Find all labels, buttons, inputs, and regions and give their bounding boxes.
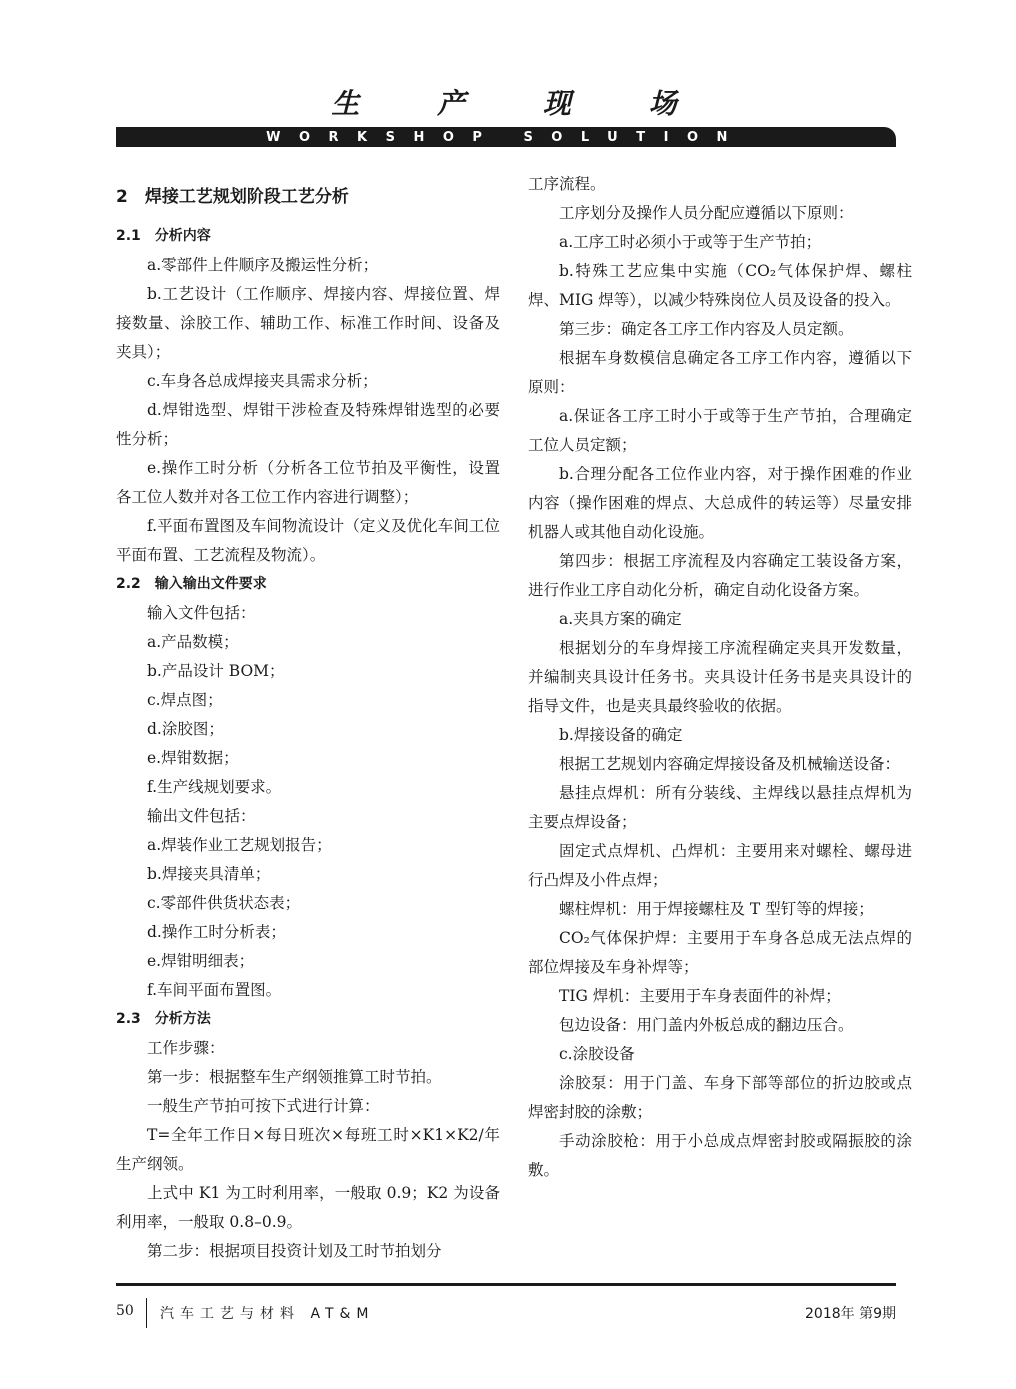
paragraph: 第二步：根据项目投资计划及工时节拍划分 bbox=[147, 1242, 442, 1260]
section-heading: 2 焊接工艺规划阶段工艺分析 bbox=[116, 187, 349, 207]
paragraph: c.车身各总成焊接夹具需求分析； bbox=[147, 372, 378, 390]
paragraph: b.焊接设备的确定 bbox=[559, 726, 683, 744]
paragraph: a.保证各工序工时小于或等于生产节拍，合理确定工位人员定额； bbox=[528, 407, 912, 454]
issue-label: 2018年 第9期 bbox=[805, 1306, 896, 1322]
paragraph: f.车间平面布置图。 bbox=[147, 981, 282, 999]
page-number: 50 bbox=[116, 1303, 134, 1319]
paragraph: c.焊点图； bbox=[147, 691, 223, 709]
paragraph: a.夹具方案的确定 bbox=[559, 610, 682, 628]
paragraph: c.零部件供货状态表； bbox=[147, 894, 301, 912]
left-column bbox=[116, 170, 500, 1266]
paragraph: 根据工艺规划内容确定焊接设备及机械输送设备： bbox=[559, 755, 901, 773]
subsection-heading: 2.3 分析方法 bbox=[116, 1011, 211, 1027]
paragraph: a.工序工时必须小于或等于生产节拍； bbox=[559, 233, 822, 251]
paragraph: 涂胶泵：用于门盖、车身下部等部位的折边胶或点焊密封胶的涂敷； bbox=[528, 1074, 912, 1121]
paragraph: d.涂胶图； bbox=[147, 720, 224, 738]
paragraph: d.操作工时分析表； bbox=[147, 923, 286, 941]
header-title: 生 产 现 场 bbox=[331, 87, 711, 120]
footer-rule bbox=[116, 1283, 896, 1286]
paragraph: 悬挂点焊机：所有分装线、主焊线以悬挂点焊机为主要点焊设备； bbox=[528, 784, 912, 831]
paragraph: 输入文件包括： bbox=[147, 604, 256, 622]
paragraph: 第一步：根据整车生产纲领推算工时节拍。 bbox=[147, 1068, 442, 1086]
paragraph: b.工艺设计（工作顺序、焊接内容、焊接位置、焊接数量、涂胶工作、辅助工作、标准工作时间、设备及夹具）； bbox=[116, 285, 500, 361]
paragraph: 根据车身数模信息确定各工序工作内容，遵循以下原则： bbox=[528, 349, 912, 396]
paragraph: 工序流程。 bbox=[528, 175, 606, 193]
paragraph: e.焊钳数据； bbox=[147, 749, 239, 767]
paragraph: f.生产线规划要求。 bbox=[147, 778, 282, 796]
paragraph: b.特殊工艺应集中实施（CO₂气体保护焊、螺柱焊、MIG 焊等），以减少特殊岗位人员及设备的投入。 bbox=[528, 262, 912, 309]
paragraph: e.焊钳明细表； bbox=[147, 952, 255, 970]
paragraph: b.合理分配各工位作业内容，对于操作困难的作业内容（操作困难的焊点、大总成件的转运等）尽量安排机器人或其他自动化设施。 bbox=[528, 465, 912, 541]
paragraph: 上式中 K1 为工时利用率，一般取 0.9；K2 为设备利用率，一般取 0.8–0.9。 bbox=[116, 1184, 500, 1231]
right-column bbox=[528, 170, 912, 1185]
paragraph: c.涂胶设备 bbox=[559, 1045, 635, 1063]
footer-divider bbox=[146, 1298, 147, 1328]
paragraph: 螺柱焊机：用于焊接螺柱及 T 型钉等的焊接； bbox=[559, 900, 874, 918]
paragraph: 包边设备：用门盖内外板总成的翻边压合。 bbox=[559, 1016, 854, 1034]
paragraph: a.产品数模； bbox=[147, 633, 239, 651]
paragraph: CO₂气体保护焊：主要用于车身各总成无法点焊的部位焊接及车身补焊等； bbox=[528, 929, 912, 976]
subsection-heading: 2.2 输入输出文件要求 bbox=[116, 576, 267, 592]
magazine-name: 汽车工艺与材料 AT&M bbox=[160, 1306, 375, 1322]
paragraph: 一般生产节拍可按下式进行计算： bbox=[147, 1097, 380, 1115]
paragraph: TIG 焊机：主要用于车身表面件的补焊； bbox=[559, 987, 841, 1005]
paragraph: a.焊装作业工艺规划报告； bbox=[147, 836, 332, 854]
paragraph: 输出文件包括： bbox=[147, 807, 256, 825]
paragraph: 第四步：根据工序流程及内容确定工装设备方案，进行作业工序自动化分析，确定自动化设备方案。 bbox=[528, 552, 912, 599]
paragraph: a.零部件上件顺序及搬运性分析； bbox=[147, 256, 379, 274]
subsection-heading: 2.1 分析内容 bbox=[116, 228, 211, 244]
paragraph: 第三步：确定各工序工作内容及人员定额。 bbox=[559, 320, 854, 338]
paragraph: f.平面布置图及车间物流设计（定义及优化车间工位平面布置、工艺流程及物流）。 bbox=[116, 517, 500, 564]
paragraph: 手动涂胶枪：用于小总成点焊密封胶或隔振胶的涂敷。 bbox=[528, 1132, 912, 1179]
paragraph: T=全年工作日×每日班次×每班工时×K1×K2/年生产纲领。 bbox=[116, 1126, 500, 1173]
paragraph: e.操作工时分析（分析各工位节拍及平衡性，设置各工位人数并对各工位工作内容进行调整）； bbox=[116, 459, 500, 506]
header-subtitle: WORKSHOP SOLUTION bbox=[266, 130, 746, 145]
paragraph: b.焊接夹具清单； bbox=[147, 865, 271, 883]
paragraph: 根据划分的车身焊接工序流程确定夹具开发数量，并编制夹具设计任务书。夹具设计任务书是夹具设计的指导文件，也是夹具最终验收的依据。 bbox=[528, 639, 912, 715]
paragraph: 固定式点焊机、凸焊机：主要用来对螺栓、螺母进行凸焊及小件点焊； bbox=[528, 842, 912, 889]
paragraph: d.焊钳选型、焊钳干涉检查及特殊焊钳选型的必要性分析； bbox=[116, 401, 500, 448]
paragraph: 工作步骤： bbox=[147, 1039, 225, 1057]
paragraph: b.产品设计 BOM； bbox=[147, 662, 285, 680]
paragraph: 工序划分及操作人员分配应遵循以下原则： bbox=[559, 204, 854, 222]
